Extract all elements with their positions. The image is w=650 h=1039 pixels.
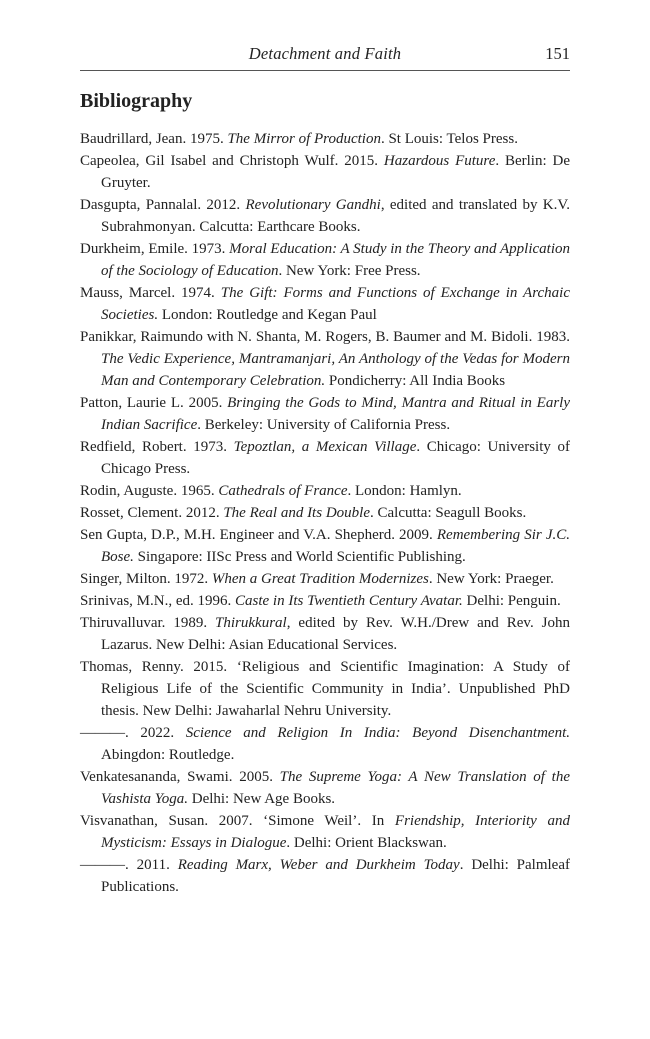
bibliography-entry — [80, 128, 570, 150]
entry-text: Durkheim, Emile. 1973. — [80, 241, 230, 257]
page-number: 151 — [545, 44, 570, 63]
entry-text: Singer, Milton. 1972. — [80, 571, 212, 587]
entry-title: The Real and Its Double — [223, 505, 370, 521]
entry-text: Mauss, Marcel. 1974. — [80, 285, 221, 301]
bibliography-entry — [80, 590, 570, 612]
entry-text: Dasgupta, Pannalal. 2012. — [80, 197, 246, 213]
bibliography-entry — [80, 150, 570, 194]
running-header — [80, 42, 570, 71]
entry-title: Cathedrals of France — [218, 483, 348, 499]
entry-publication: . St Louis: Telos Press. — [380, 131, 518, 147]
bibliography-entry — [80, 194, 570, 238]
entry-title: Hazardous Future — [383, 153, 496, 169]
entry-title: Revolutionary Gandhi — [245, 197, 381, 213]
bibliography-entry — [80, 766, 570, 810]
entry-publication: Delhi: Penguin. — [462, 593, 561, 609]
entry-publication: Singapore: IISc Press and World Scientific Publishing. — [133, 549, 466, 565]
entry-text: Baudrillard, Jean. 1975. — [80, 131, 228, 147]
bibliography-entry — [80, 656, 570, 722]
bibliography-entry — [80, 238, 570, 282]
bibliography-entry — [80, 326, 570, 392]
entry-publication: Pondicherry: All India Books — [325, 373, 506, 389]
entry-publication: . Delhi: Palmleaf Publications. — [101, 857, 570, 895]
entry-publication: . Delhi: Orient Blackswan. — [286, 835, 447, 851]
entry-publication: . Berkeley: University of California Press. — [197, 417, 451, 433]
bibliography-entry — [80, 722, 570, 766]
bibliography-entry — [80, 854, 570, 898]
entry-title: Bringing the Gods to Mind, Mantra and Ritual in Early Indian Sacrifice — [101, 395, 570, 433]
entry-text: Sen Gupta, D.P., M.H. Engineer and V.A. Shepherd. 2009. — [80, 527, 437, 543]
bibliography-entry — [80, 392, 570, 436]
bibliography-entry — [80, 568, 570, 590]
entry-title: Caste in Its Twentieth Century Avatar. — [235, 593, 463, 609]
entry-title: Tepoztlan, a Mexican Village — [233, 439, 417, 455]
entry-title: The Vedic Experience, Mantramanjari, An Anthology of the Vedas for Modern Man and Contemporary Celebration. — [101, 351, 570, 389]
bibliography-entry — [80, 612, 570, 656]
entry-publication: Abingdon: Routledge. — [101, 747, 235, 763]
entry-title: Thirukkural — [215, 615, 287, 631]
entry-title: Friendship, Interiority and Mysticism: Essays in Dialogue — [101, 813, 570, 851]
entry-text: ———. 2011. — [80, 857, 178, 873]
entry-publication: . New York: Praeger. — [428, 571, 554, 587]
bibliography-entry — [80, 436, 570, 480]
running-title: Detachment and Faith — [248, 44, 402, 63]
entry-text: Rosset, Clement. 2012. — [80, 505, 224, 521]
entry-text: Rodin, Auguste. 1965. — [80, 483, 219, 499]
entry-text: Srinivas, M.N., ed. 1996. — [80, 593, 235, 609]
entry-text: Venkatesananda, Swami. 2005. — [80, 769, 280, 785]
bibliography-entry — [80, 524, 570, 568]
entry-text: Capeolea, Gil Isabel and Christoph Wulf. 2015. — [80, 153, 384, 169]
section-title: Bibliography — [80, 90, 193, 112]
entry-text: Thomas, Renny. 2015. ‘Religious and Scientific Imagination: A Study of Religious Life of the Scientific Community in India’. Unpublished PhD thesis. New Delhi: Jawaharlal Nehru University. — [80, 659, 570, 719]
entry-title: The Supreme Yoga: A New Translation of the Vashista Yoga. — [101, 769, 570, 807]
entry-title: Science and Religion In India: Beyond Disenchantment. — [185, 725, 571, 741]
entry-text: Patton, Laurie L. 2005. — [80, 395, 228, 411]
entry-publication: . New York: Free Press. — [278, 263, 421, 279]
entry-publication: , edited and translated by K.V. Subrahmonyan. Calcutta: Earthcare Books. — [101, 197, 570, 235]
bibliography-entry — [80, 502, 570, 524]
entry-text: Thiruvalluvar. 1989. — [80, 615, 216, 631]
entry-publication: Delhi: New Age Books. — [187, 791, 336, 807]
entry-publication: . Berlin: De Gruyter. — [101, 153, 571, 191]
entry-publication: . London: Hamlyn. — [347, 483, 462, 499]
bibliography-entry — [80, 810, 570, 854]
entry-text: Redfield, Robert. 1973. — [80, 439, 234, 455]
bibliography-entry — [80, 480, 570, 502]
entry-text: Panikkar, Raimundo with N. Shanta, M. Rogers, B. Baumer and M. Bidoli. 1983. — [80, 329, 570, 345]
entry-title: When a Great Tradition Modernizes — [211, 571, 429, 587]
entry-title: The Gift: Forms and Functions of Exchange in Archaic Societies. — [101, 285, 570, 323]
entry-publication: London: Routledge and Kegan Paul — [158, 307, 377, 323]
entry-publication: , edited by Rev. W.H./Drew and Rev. John Lazarus. New Delhi: Asian Educational Services. — [101, 615, 570, 653]
bibliography-list — [80, 128, 570, 898]
entry-publication: . Chicago: University of Chicago Press. — [101, 439, 570, 477]
entry-title: Moral Education: A Study in the Theory and Application of the Sociology of Education — [101, 241, 570, 279]
entry-text: Visvanathan, Susan. 2007. ‘Simone Weil’. In — [80, 813, 395, 829]
entry-title: The Mirror of Production — [227, 131, 381, 147]
bibliography-entry — [80, 282, 570, 326]
entry-title: Remembering Sir J.C. Bose. — [101, 527, 570, 565]
entry-title: Reading Marx, Weber and Durkheim Today — [177, 857, 460, 873]
entry-publication: . Calcutta: Seagull Books. — [369, 505, 527, 521]
entry-text: ———. 2022. — [80, 725, 186, 741]
